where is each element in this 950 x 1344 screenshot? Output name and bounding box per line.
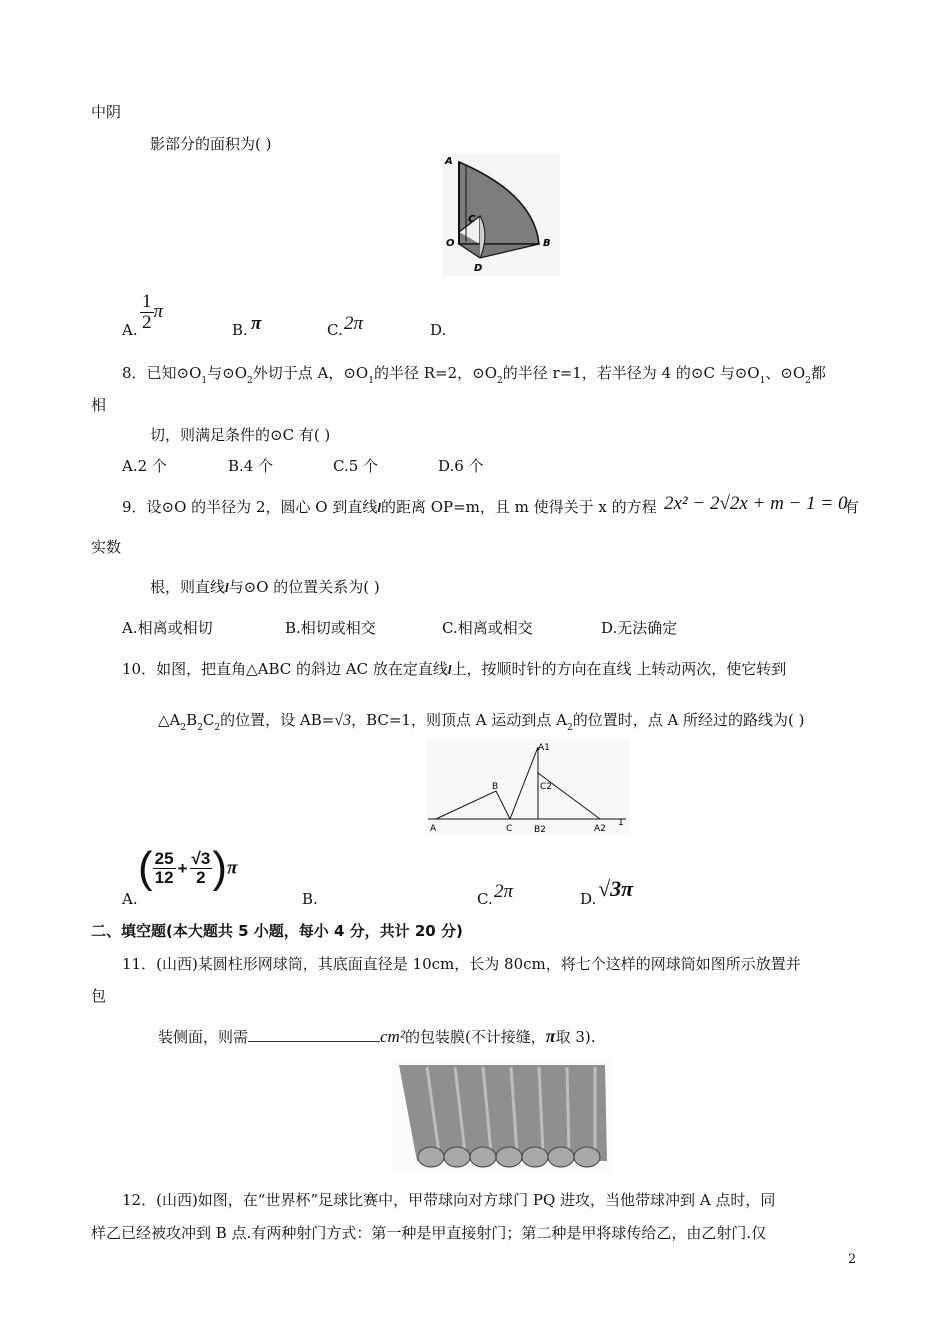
q7-label-a: A [445,156,453,167]
q8-sub-1: 1 [201,376,208,386]
q8-text-1: 8．已知⊙O [122,364,202,382]
q7-figure [442,154,560,276]
q11-line1: 11．(山西)某圆柱形网球筒，其底面直径是 10cm，长为 80cm，将七个这样的网球筒如图所示放置并 [122,955,801,973]
q8-text-3: 外切于点 A，⊙O [252,364,369,382]
q10-a-den2: 2 [196,867,206,887]
q7-label-d: D [474,263,483,274]
q10-a-den1: 12 [154,867,174,887]
q7-label-b: B [543,238,551,249]
q10-label-c: C [506,824,513,834]
q11-pi: π [545,1026,556,1046]
q9-line3 [150,580,380,595]
q9-option-b: B.相切或相交 [285,619,376,637]
q8-text-4: 的半径 R=2，⊙O [373,364,498,382]
q10-label-b2: B2 [534,825,546,835]
q10-line2 [158,711,805,733]
q8-option-a: A.2 个 [122,457,167,475]
q11-tennis-tubes-figure [391,1061,613,1171]
q7-line2: 影部分的面积为( ) [150,135,272,153]
q9-option-a: A.相离或相切 [122,619,213,637]
q10-a-pi: π [226,857,238,879]
q10-label-a2: A2 [594,824,606,834]
q8-text-2: 与⊙O [207,364,248,382]
q10-option-c-label: C. [477,890,493,908]
q7-option-c-label: C. [327,321,343,339]
q10-text-2: 上，按顺时针的方向在直线 上转动两次，使它转到 [451,660,787,678]
q8-line2: 相 [91,396,107,414]
q7-option-d-label: D. [430,321,447,339]
q10-figure [426,739,630,835]
q7-a-numerator: 1 [142,291,152,312]
q8-text-7: 都 [810,364,826,382]
q7-option-b-label: B. [232,321,248,339]
q8-line1 [122,364,826,386]
q10-sub-2: 2 [197,723,203,733]
q9-equation: 2x² − 2√2x + m − 1 = 0 [664,493,848,514]
q9-line-l-1: l [377,500,381,515]
q8-option-c: C.5 个 [333,457,379,475]
q10-option-d-label: D. [580,890,597,908]
q8-option-b: B.4 个 [228,457,274,475]
q11-unit: cm² [380,1027,405,1046]
q10-a-paren-open: ( [138,843,153,892]
q7-line1: 中阴 [91,103,122,121]
q10-sub-4: 2 [566,723,573,733]
q7-option-a-expr [140,292,163,333]
q8-line3: 切，则满足条件的⊙C 有( ) [150,426,331,444]
q8-sub-3: 1 [368,376,374,386]
q11-line2: 包 [91,987,107,1005]
q7-option-c-expr: 2π [344,313,364,334]
q7-a-denominator: 2 [142,311,152,333]
q11-line3-a: 装侧面，则需 [158,1028,249,1046]
q9-text-2: 的距离 OP=m，且 m 使得关于 x 的方程 [380,498,657,516]
q10-line2-a: △A [158,711,181,729]
q10-a-plus: + [177,858,188,878]
q11-line3-c: 取 3). [555,1028,596,1046]
q9-text-3: 有 [844,498,860,516]
q10-label-c2: C2 [540,782,553,792]
q8-sub-4: 2 [497,376,503,386]
q8-sub-5: 1 [759,376,766,386]
q8-sub-6: 2 [805,376,811,386]
q9-line1 [122,500,657,515]
q9-text-1: 9．设⊙O 的半径为 2，圆心 O 到直线 [122,498,378,516]
q8-text-6: 、⊙O [765,364,806,382]
q10-label-b: B [492,782,499,792]
q10-a-num2: √3 [191,848,211,868]
q10-a-num1: 25 [154,848,174,868]
q10-line2-d: 的位置，设 AB= [220,711,335,729]
q9-option-d: D.无法确定 [601,619,678,637]
q8-option-d: D.6 个 [438,457,484,475]
q7-a-pi: π [153,300,164,322]
q10-line2-e: ，BC=1，则顶点 A 运动到点 A [351,711,567,729]
q9-line3-a: 根，则直线 [150,578,226,596]
q10-option-a-label: A. [122,890,138,908]
q10-label-a1: A1 [538,743,550,753]
q7-label-c: C [468,214,476,225]
q9-line-l-2: l [225,580,229,595]
q10-line2-c: C [202,711,215,729]
q10-option-a-expr [138,843,238,896]
q10-line2-f: 的位置时，点 A 所经过的路线为( ) [572,711,805,729]
q11-line3-b: 的包装膜(不计接缝， [404,1028,546,1046]
q10-line2-b: B [186,711,198,729]
q10-option-b-label: B. [302,890,318,908]
q11-answer-blank[interactable] [248,1027,380,1042]
q7-label-o: O [446,238,455,249]
q10-text-1: 10．如图，把直角△ABC 的斜边 AC 放在定直线 [122,660,448,678]
q12-line1: 12．(山西)如图，在“世界杯”足球比赛中，甲带球向对方球门 PQ 进攻，当他带球冲到 A 点时，同 [122,1191,776,1209]
q10-label-a: A [430,824,437,834]
q9-option-c: C.相离或相交 [442,619,533,637]
page-number: 2 [848,1252,857,1267]
q9-line2: 实数 [91,538,122,556]
q10-option-d-expr: √3π [598,876,634,901]
q8-sub-2: 2 [247,376,253,386]
q10-line-l: l [447,662,452,677]
q10-sub-3: 2 [214,723,221,733]
q11-line3 [158,1027,596,1045]
q10-line1 [122,662,786,677]
section2-title: 二、填空题(本大题共 5 小题，每小 4 分，共计 20 分) [91,922,463,940]
q12-line2: 样乙已经被攻冲到 B 点.有两种射门方式：第一种是甲直接射门；第二种是甲将球传给乙，由乙射门.仅 [91,1224,767,1242]
q7-option-a-label: A. [122,321,138,339]
q10-a-paren-close: ) [212,843,227,892]
q9-line3-b: 与⊙O 的位置关系为( ) [228,578,380,596]
q7-option-b-expr: π [251,313,262,334]
q8-text-5: 的半径 r=1，若半径为 4 的⊙C 与⊙O [502,364,760,382]
q10-sub-1: 2 [180,723,187,733]
q10-option-c-expr: 2π [494,881,514,902]
q10-label-l: 1 [618,818,624,828]
q10-ab-value: √3 [334,712,352,729]
